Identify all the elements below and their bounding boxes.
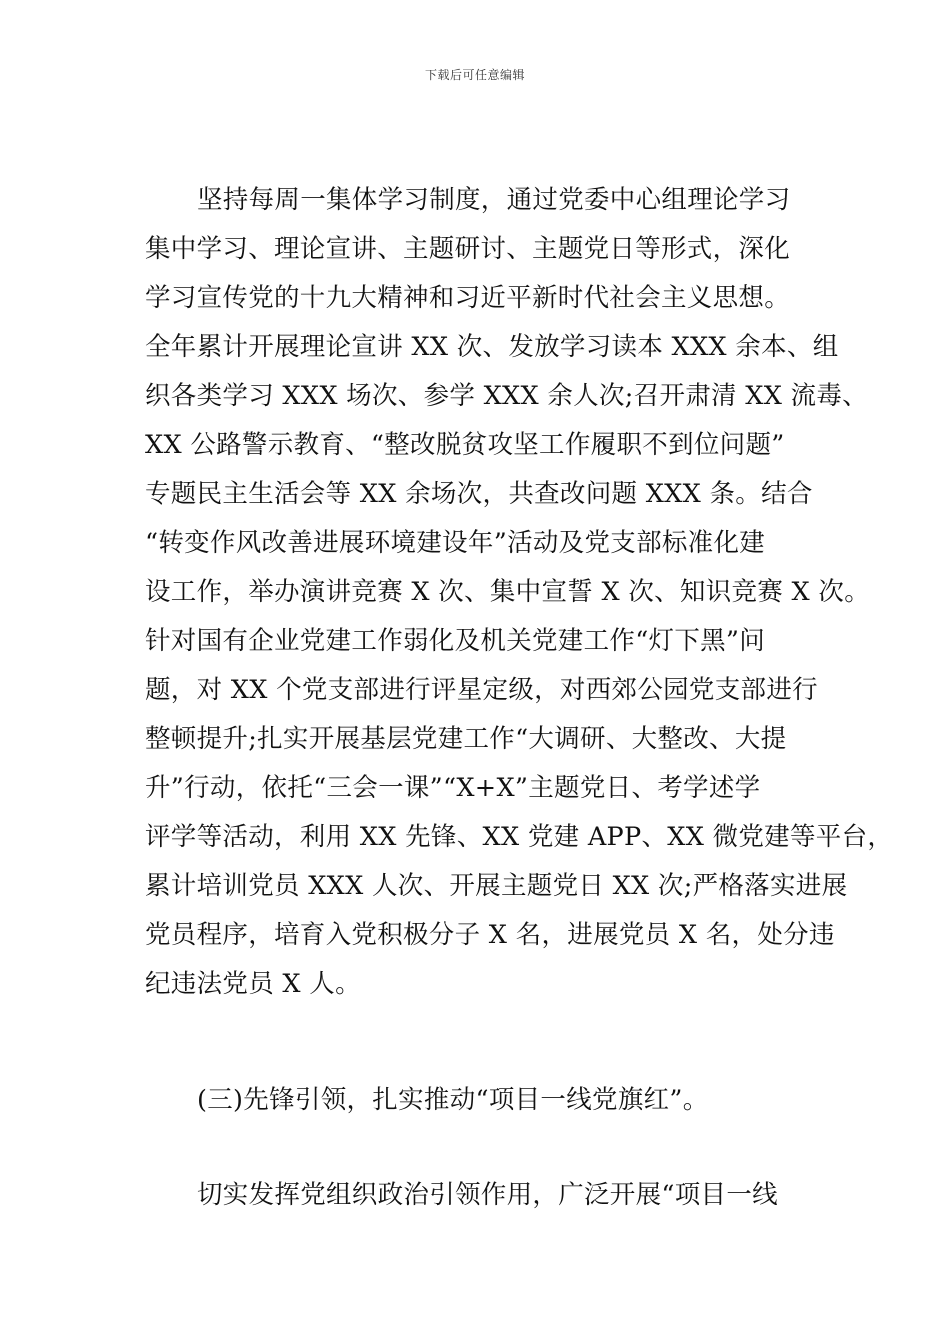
text-line: 全年累计开展理论宣讲 XX 次、发放学习读本 XXX 余本、组: [145, 332, 839, 362]
text-line: 评学等活动，利用 XX 先锋、XX 党建 APP、XX 微党建等平台，: [145, 822, 894, 852]
text-line: 升”行动，依托“三会一课”“X+X”主题党日、考学述学: [145, 773, 761, 803]
text-line: 纪违法党员 X 人。: [145, 969, 361, 999]
text-line: 专题民主生活会等 XX 余场次，共查改问题 XXX 条。结合: [145, 479, 813, 509]
text-line: 学习宣传党的十九大精神和习近平新时代社会主义思想。: [145, 283, 791, 313]
text-line: 累计培训党员 XXX 人次、开展主题党日 XX 次;严格落实进展: [145, 871, 848, 901]
section-heading: [145, 1076, 815, 1125]
paragraph-study-system: [145, 176, 894, 1009]
section-heading-text: (三)先锋引领，扎实推动“项目一线党旗红”。: [197, 1085, 709, 1115]
text-line: 设工作，举办演讲竞赛 X 次、集中宣誓 X 次、知识竞赛 X 次。: [145, 577, 870, 607]
text-line: XX 公路警示教育、“整改脱贫攻坚工作履职不到位问题”: [145, 430, 785, 460]
text-line: 党员程序，培育入党积极分子 X 名，进展党员 X 名，处分违: [145, 920, 835, 950]
text-line: 集中学习、理论宣讲、主题研讨、主题党日等形式，深化: [145, 234, 791, 264]
text-line: “转变作风改善进展环境建设年”活动及党支部标准化建: [145, 528, 766, 558]
paragraph-project-frontline: [145, 1171, 815, 1220]
page-header: 下载后可任意编辑: [424, 68, 525, 82]
text-line: 整顿提升;扎实开展基层党建工作“大调研、大整改、大提: [145, 724, 787, 754]
text-line: 针对国有企业党建工作弱化及机关党建工作“灯下黑”问: [145, 626, 766, 656]
text-line: 切实发挥党组织政治引领作用，广泛开展“项目一线: [197, 1180, 778, 1210]
text-line: 织各类学习 XXX 场次、参学 XXX 余人次;召开肃清 XX 流毒、: [145, 381, 868, 411]
text-line: 坚持每周一集体学习制度，通过党委中心组理论学习: [197, 185, 791, 215]
text-line: 题，对 XX 个党支部进行评星定级，对西郊公园党支部进行: [145, 675, 818, 705]
